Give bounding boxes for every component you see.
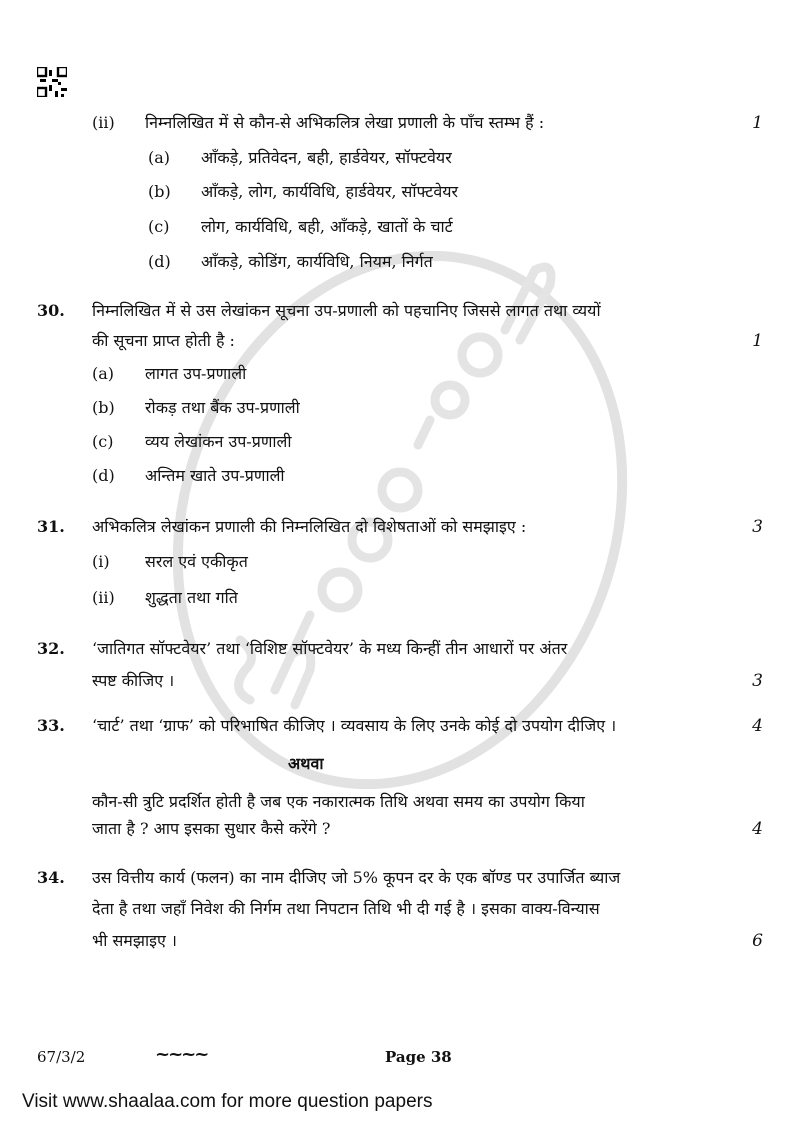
question-number: 33. [37, 716, 65, 735]
option [148, 216, 723, 238]
option [92, 431, 723, 453]
option [92, 363, 723, 385]
option-text: व्यय लेखांकन उप-प्रणाली [145, 432, 292, 451]
marks: 3 [752, 517, 763, 537]
question-30 [37, 300, 763, 352]
question-29-ii [37, 112, 763, 134]
marks: 1 [752, 331, 763, 351]
option-label: (b) [148, 182, 171, 201]
question-text: देता है तथा जहाँ निवेश की निर्गम तथा निपटान तिथि भी दी गई है । इसका वाक्य-विन्यास [92, 899, 600, 918]
question-text: स्पष्ट कीजिए । [92, 671, 175, 690]
item-text: शुद्धता तथा गति [145, 588, 238, 607]
option-label: (a) [92, 364, 115, 383]
question-number: 34. [37, 868, 65, 887]
question-number: 30. [37, 301, 65, 320]
option-text: आँकड़े, प्रतिवेदन, बही, हार्डवेयर, सॉफ्टवेयर [201, 148, 452, 167]
paper-code: 67/3/2 [37, 1048, 86, 1066]
page-number: Page 38 [385, 1048, 452, 1066]
item-text: सरल एवं एकीकृत [145, 552, 248, 571]
question-text: जाता है ? आप इसका सुधार कैसे करेंगे ? [92, 819, 331, 838]
marks: 4 [752, 819, 763, 839]
question-31 [37, 516, 763, 538]
option [92, 465, 723, 487]
question-text: ‘जातिगत सॉफ्टवेयर’ तथा ‘विशिष्ट सॉफ्टवेयर’ के मध्य किन्हीं तीन आधारों पर अंतर [92, 639, 568, 658]
option-label: (c) [92, 432, 114, 451]
item [92, 587, 723, 609]
question-number: 32. [37, 639, 65, 658]
marks: 4 [752, 716, 763, 736]
question-32 [37, 638, 763, 692]
bottom-note: Visit www.shaalaa.com for more question papers [22, 1091, 433, 1112]
option [148, 181, 723, 203]
question-body [92, 300, 723, 352]
question-number: 31. [37, 517, 65, 536]
option-label: (c) [148, 217, 170, 236]
tilde-decoration: ~~~~ [155, 1044, 208, 1065]
question-text: उस वित्तीय कार्य (फलन) का नाम दीजिए जो 5% कूपन दर के एक बॉण्ड पर उपार्जित ब्याज [92, 868, 621, 887]
option-text: आँकड़े, कोडिंग, कार्यविधि, नियम, निर्गत [201, 252, 433, 271]
item-label: (ii) [92, 588, 115, 607]
qr-code-icon [37, 67, 67, 97]
option-text: लोग, कार्यविधि, बही, आँकड़े, खातों के चार्ट [201, 217, 453, 236]
question-text: निम्नलिखित में से उस लेखांकन सूचना उप-प्रणाली को पहचानिए जिससे लागत तथा व्ययों [92, 301, 601, 320]
question-body [92, 867, 723, 952]
option [148, 251, 723, 273]
item-label: (i) [92, 552, 110, 571]
question-list [37, 112, 763, 952]
option-text: अन्तिम खाते उप-प्रणाली [145, 466, 285, 485]
question-text: ‘चार्ट’ तथा ‘ग्राफ’ को परिभाषित कीजिए । व्यवसाय के लिए उनके कोई दो उपयोग दीजिए । [92, 716, 617, 735]
question-33 [37, 715, 763, 737]
question-text: की सूचना प्राप्त होती है : [92, 331, 235, 350]
question-body [92, 638, 723, 692]
option-label: (b) [92, 398, 115, 417]
question-text: भी समझाइए । [92, 931, 177, 950]
question-33-alternative [37, 791, 763, 840]
marks: 3 [752, 671, 763, 691]
option-text: आँकड़े, लोग, कार्यविधि, हार्डवेयर, सॉफ्टवेयर [201, 182, 459, 201]
option-text: रोकड़ तथा बैंक उप-प्रणाली [145, 398, 300, 417]
option [148, 147, 723, 169]
question-body [92, 791, 723, 840]
option-label: (a) [148, 148, 171, 167]
marks: 6 [752, 931, 763, 951]
option-label: (d) [92, 466, 115, 485]
item [92, 551, 723, 573]
option [92, 397, 723, 419]
marks: 1 [752, 113, 763, 133]
question-label: (ii) [92, 113, 115, 132]
option-text: लागत उप-प्रणाली [145, 364, 247, 383]
option-label: (d) [148, 252, 171, 271]
question-text: निम्नलिखित में से कौन-से अभिकलित्र लेखा प्रणाली के पाँच स्तम्भ हैं : [145, 113, 545, 132]
question-text: कौन-सी त्रुटि प्रदर्शित होती है जब एक नकारात्मक तिथि अथवा समय का उपयोग किया [92, 792, 585, 811]
or-label: अथवा [288, 754, 324, 773]
question-text: अभिकलित्र लेखांकन प्रणाली की निम्नलिखित दो विशेषताओं को समझाइए : [92, 517, 527, 536]
question-34 [37, 867, 763, 952]
